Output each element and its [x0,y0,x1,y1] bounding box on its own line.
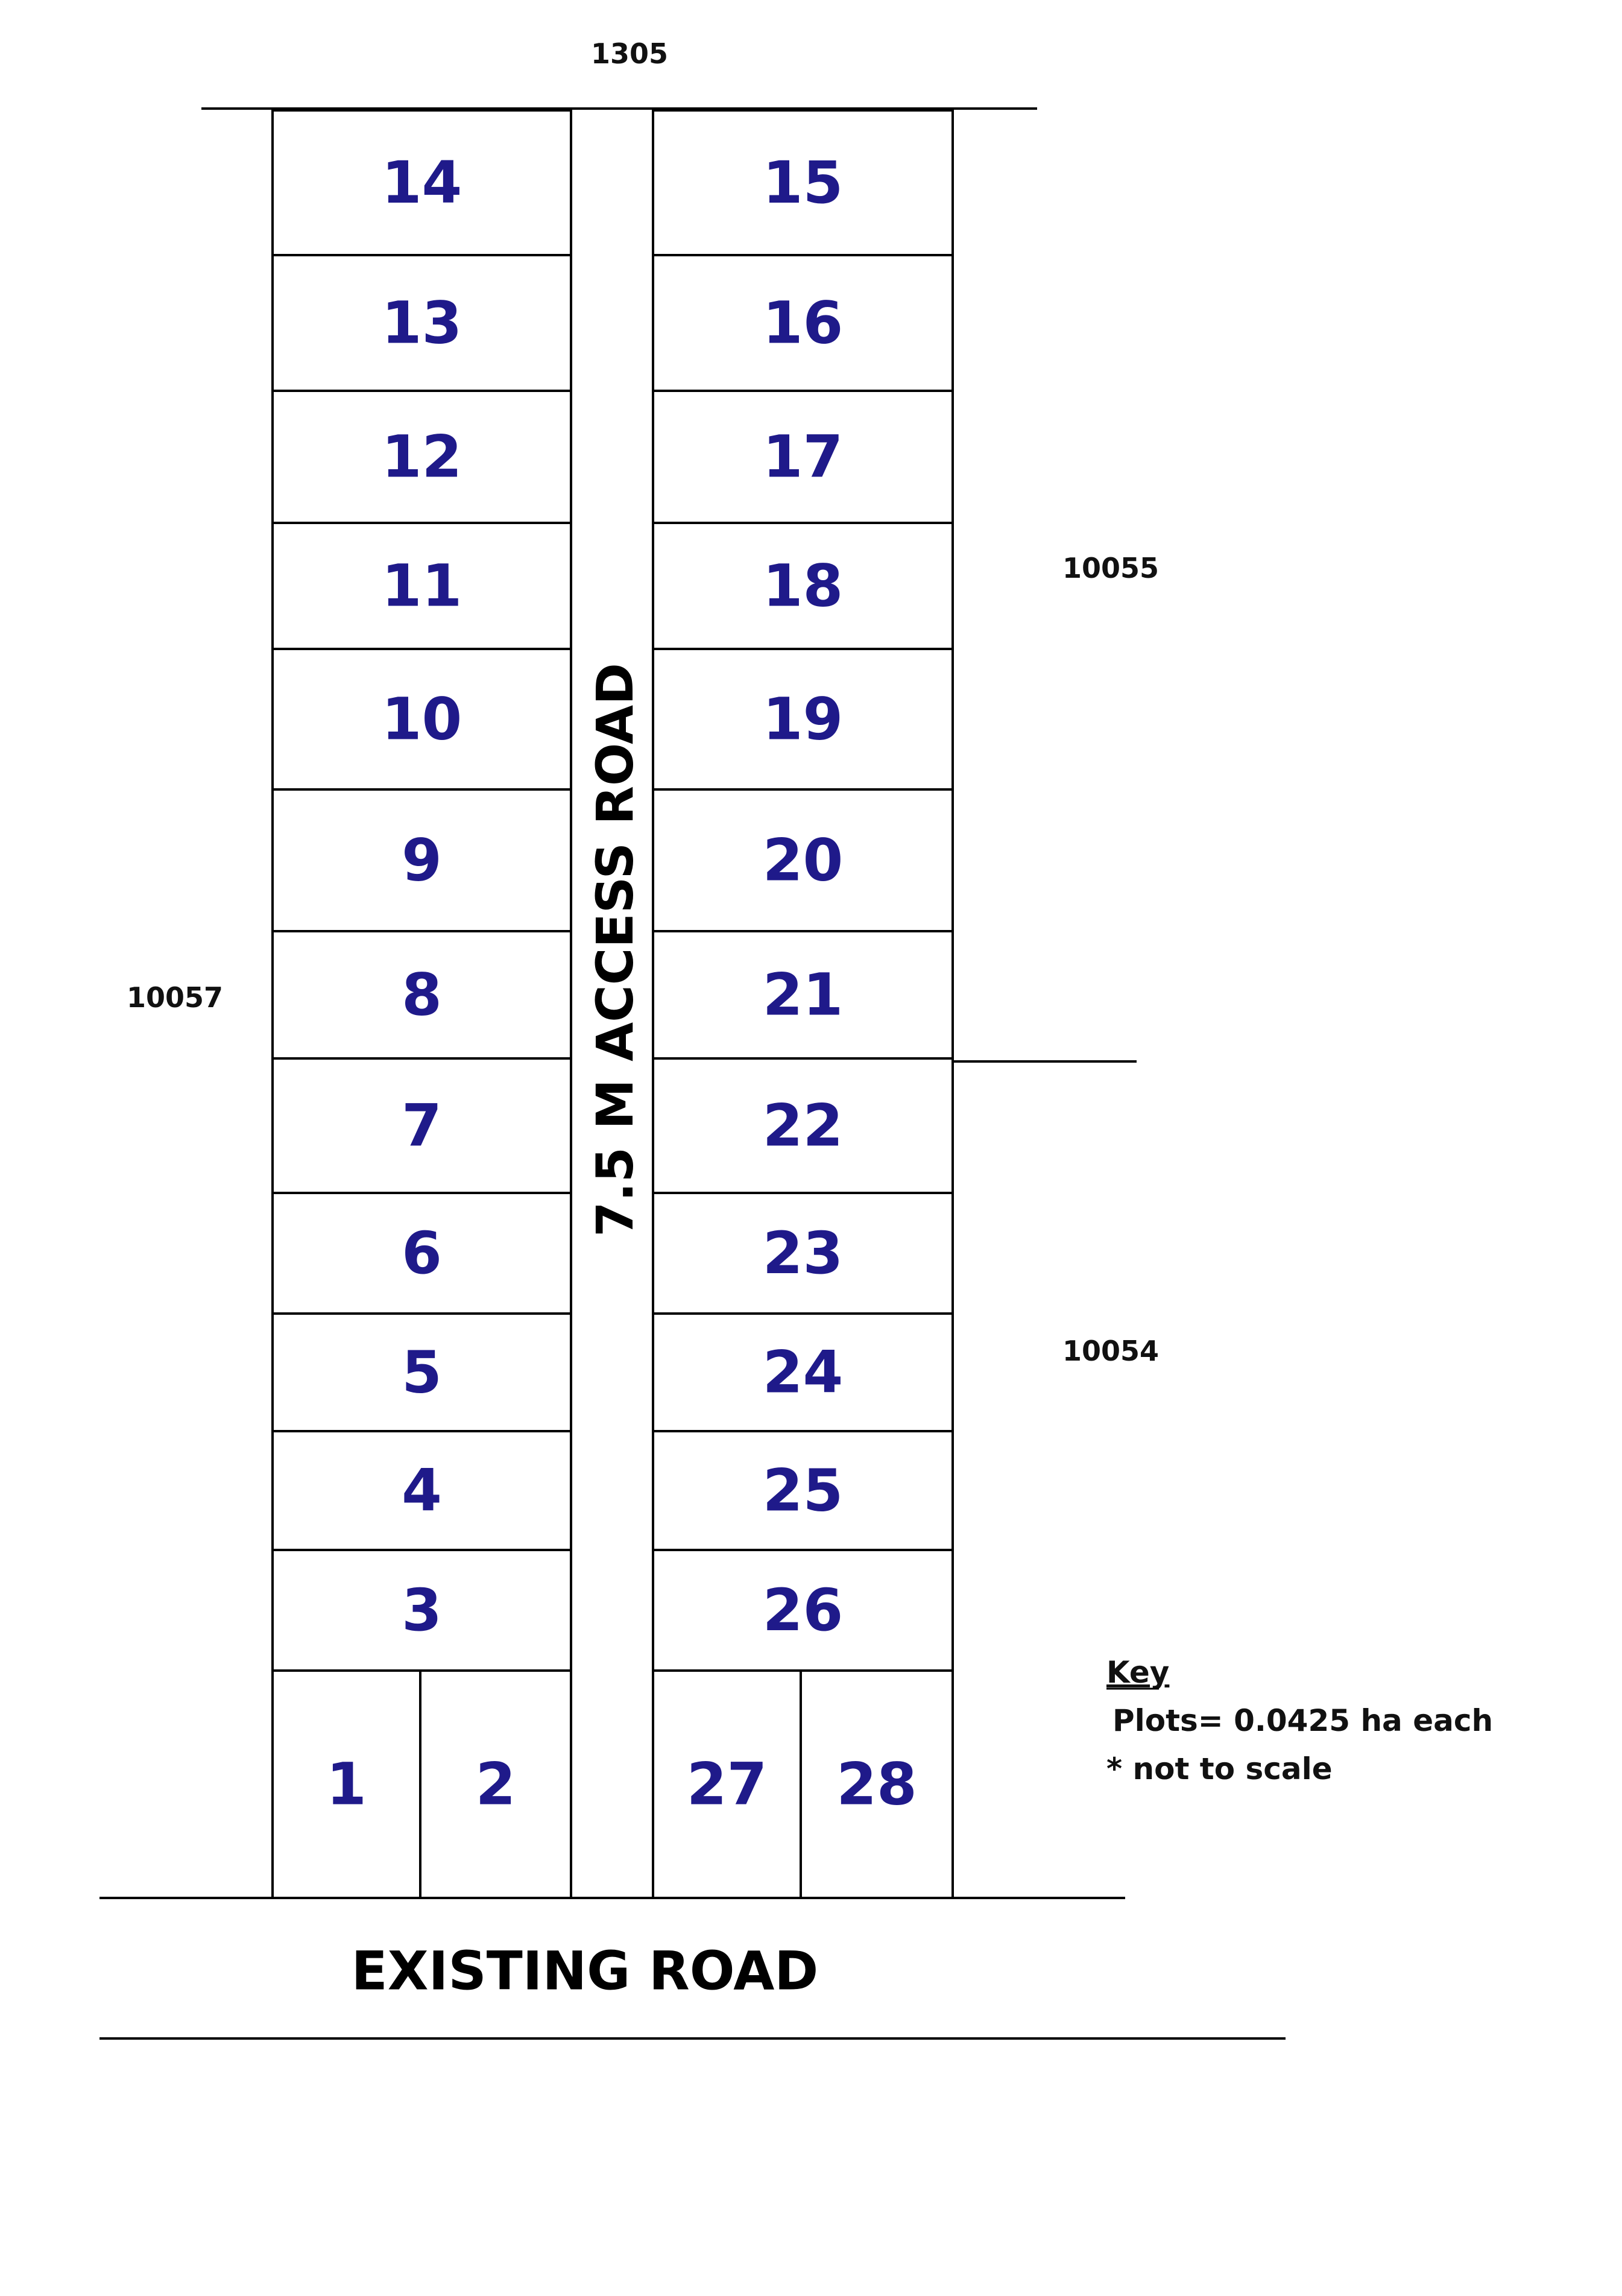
plot-number: 17 [762,423,844,491]
key-plots-text: Plots= 0.0425 ha each [1112,1703,1494,1738]
bottom-right-plots [653,1671,953,1898]
parcel-label-left: 10057 [127,981,224,1014]
plot-number: 26 [762,1577,844,1644]
plot-12 [273,391,571,523]
plot-number: 3 [402,1577,442,1644]
plot-number: 12 [381,423,462,491]
plot-25 [653,1431,953,1550]
plot-6 [273,1193,571,1314]
plot-18 [653,523,953,649]
plot-number: 27 [686,1750,768,1818]
plot-number: 1 [326,1750,367,1818]
plot-number: 9 [402,826,442,894]
plot-19 [653,649,953,789]
existing-road-label: EXISTING ROAD [351,1940,819,2002]
key-scale-note: * not to scale [1106,1751,1333,1786]
plot-15 [653,110,953,255]
plot-number: 8 [402,961,442,1029]
plot-26 [653,1550,953,1671]
plot-3 [273,1550,571,1671]
plot-number: 15 [762,149,844,217]
plot-7 [273,1058,571,1193]
access-road-label: 7.5 M ACCESS ROAD [585,663,645,1237]
plot-13 [273,255,571,391]
plot-22 [653,1058,953,1193]
plot-number: 25 [762,1456,844,1525]
plot-number: 13 [381,289,462,357]
plot-number: 23 [762,1219,844,1287]
plot-8 [273,931,571,1058]
plot-number: 16 [762,289,844,357]
plot-number: 18 [762,552,844,620]
plot-number: 28 [836,1750,917,1818]
plot-24 [653,1314,953,1431]
plot-number: 24 [762,1338,844,1406]
plot-number: 2 [475,1750,516,1818]
plot-number: 5 [402,1338,442,1406]
key-title: Key [1106,1655,1170,1690]
plot-number: 4 [402,1456,442,1525]
plot-number: 6 [402,1219,442,1287]
plot-28 [801,1671,953,1898]
key-legend [1106,1655,1493,1786]
plot-1 [273,1671,420,1898]
plot-23 [653,1193,953,1314]
plot-16 [653,255,953,391]
plot-9 [273,789,571,931]
plot-number: 11 [381,552,462,620]
parcel-label-right-lower: 10054 [1062,1335,1160,1367]
plot-number: 7 [402,1092,442,1160]
plot-2 [420,1671,571,1898]
plot-4 [273,1431,571,1550]
plot-21 [653,931,953,1058]
plot-5 [273,1314,571,1431]
plot-number: 20 [762,826,844,894]
plot-11 [273,523,571,649]
parcel-label-right-upper: 10055 [1062,552,1160,584]
parcel-label-top: 1305 [591,37,669,70]
right-plot-column [653,110,953,1671]
plot-number: 14 [381,149,462,217]
plot-17 [653,391,953,523]
plot-20 [653,789,953,931]
plot-14 [273,110,571,255]
bottom-left-plots [273,1671,571,1898]
plot-number: 21 [762,961,844,1029]
left-plot-column [273,110,571,1671]
plot-10 [273,649,571,789]
plot-number: 10 [381,685,462,753]
plot-27 [653,1671,801,1898]
plot-number: 22 [762,1092,844,1160]
plot-number: 19 [762,685,844,753]
